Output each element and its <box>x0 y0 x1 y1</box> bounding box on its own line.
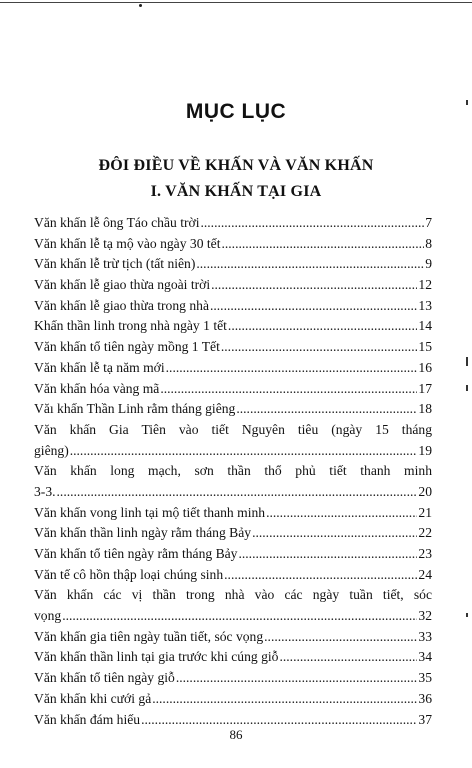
toc-entry-title: giêng) <box>34 442 69 458</box>
toc-entry <box>34 647 432 668</box>
margin-mark <box>466 357 468 366</box>
toc-entry-page: 12 <box>418 277 432 293</box>
page-number: 86 <box>229 727 243 742</box>
dot-leader <box>152 689 417 710</box>
dot-leader <box>266 503 417 524</box>
dot-leader <box>221 337 418 358</box>
toc-entry-title: Văn khấn hóa vàng mã <box>34 380 160 396</box>
toc-entry-page: 14 <box>418 318 432 334</box>
toc-entry-title: Văı khấn Thần Linh rằm tháng giêng <box>34 401 236 417</box>
toc-entry-page: 23 <box>418 546 432 561</box>
dot-leader <box>279 647 417 668</box>
toc-entry <box>34 565 432 586</box>
toc-entry-page: 20 <box>418 483 432 499</box>
toc-entry-row <box>34 379 432 400</box>
subsection-heading: I. VĂN KHẤN TẠI GIA <box>150 183 322 200</box>
dot-leader <box>62 606 417 627</box>
top-rule <box>0 2 472 3</box>
toc-entry-page: 34 <box>418 649 432 665</box>
toc-entry-page: 15 <box>418 339 432 355</box>
dot-leader <box>211 275 417 296</box>
toc-entry <box>34 503 432 524</box>
page-title: MỤC LỤC <box>185 100 287 123</box>
toc-entry-title: Văn khấn gia tiên ngày tuần tiết, sóc vọng <box>34 628 264 644</box>
toc-entry-page: 24 <box>418 566 432 582</box>
toc-entry-row <box>34 565 432 586</box>
toc-entry-row <box>34 503 432 524</box>
toc-entry-title: Văn khấn lễ tạ mộ vào ngày 30 tết <box>34 235 221 251</box>
toc-entry-title: 3-3. <box>34 483 56 499</box>
toc-entry <box>34 420 432 461</box>
toc-entry-row <box>34 337 432 358</box>
dot-leader <box>221 234 424 255</box>
dot-leader <box>238 544 417 565</box>
toc-entry <box>34 689 432 710</box>
toc-entry-page: 32 <box>418 608 432 624</box>
toc-entry-row <box>34 213 432 234</box>
dot-leader <box>264 627 417 648</box>
toc-entry-title-line1: Văn khấn các vị thần trong nhà vào các ngày tuần tiết, sóc <box>34 587 432 603</box>
dot-leader <box>252 523 417 544</box>
toc-entry-row <box>34 647 432 668</box>
toc-entry-row <box>34 482 432 503</box>
toc-entry-row <box>34 358 432 379</box>
toc-entry-row <box>34 316 432 337</box>
toc-entry <box>34 544 432 565</box>
toc-entry-row <box>34 296 432 317</box>
toc-entry-page: 18 <box>418 401 432 417</box>
toc-entry-page: 36 <box>418 690 432 706</box>
dot-leader <box>160 379 417 400</box>
toc-entry-title: Văn khấn vong linh tại mộ tiết thanh minh <box>34 504 266 520</box>
dot-leader <box>196 254 424 275</box>
toc-entry-title: Khấn thần linh trong nhà ngày 1 tết <box>34 318 227 334</box>
margin-mark <box>466 385 468 391</box>
margin-mark <box>466 613 468 617</box>
toc-entry-title: Văn khấn tổ tiên ngày rằm tháng Bảy <box>34 546 238 561</box>
dot-leader <box>210 296 417 317</box>
toc-entry-page: 17 <box>418 380 432 396</box>
toc-entry <box>34 585 432 626</box>
toc-entry-title: vọng <box>34 608 62 624</box>
dot-leader <box>57 482 418 503</box>
dot-leader <box>200 213 424 234</box>
toc-entry-title-line1: Văn khấn Gia Tiên vào tiết Nguyên tiêu (ngày 15 tháng <box>34 421 432 437</box>
section-heading: ĐÔI ĐIỀU VỀ KHẤN VÀ VĂN KHẤN <box>98 157 374 174</box>
toc-entry-row <box>34 668 432 689</box>
toc-entry-title: Văn khấn thần linh tại gia trước khi cúng giỗ <box>34 649 279 665</box>
toc-entry-title: Văn khấn lễ giao thừa ngoài trời <box>34 277 211 293</box>
toc-entry-title: Văn khấn tổ tiên ngày mồng 1 Tết <box>34 339 220 355</box>
dot-leader <box>70 441 418 462</box>
toc-entry-page: 7 <box>425 215 432 230</box>
table-of-contents <box>34 213 432 730</box>
toc-entry-title: Văn khấn lễ trừ tịch (tất niên) <box>34 256 196 272</box>
toc-entry-title: Văn khấn khi cưới gả <box>34 690 152 706</box>
toc-entry <box>34 627 432 648</box>
toc-entry <box>34 668 432 689</box>
toc-entry-row <box>34 275 432 296</box>
toc-entry-page: 19 <box>418 442 432 458</box>
toc-entry-page: 22 <box>418 525 432 541</box>
toc-entry-page: 37 <box>418 711 432 727</box>
toc-entry <box>34 275 432 296</box>
toc-entry-page: 8 <box>425 235 432 251</box>
toc-entry-row <box>34 606 432 627</box>
toc-entry <box>34 213 432 234</box>
toc-entry <box>34 358 432 379</box>
toc-entry-row <box>34 544 432 565</box>
toc-entry-row <box>34 441 432 462</box>
toc-entry <box>34 337 432 358</box>
toc-entry <box>34 523 432 544</box>
dot-leader <box>224 565 417 586</box>
toc-entry-row <box>34 234 432 255</box>
toc-entry-row <box>34 254 432 275</box>
toc-entry <box>34 234 432 255</box>
dot-leader <box>236 399 417 420</box>
toc-entry-page: 35 <box>418 670 432 686</box>
toc-entry <box>34 316 432 337</box>
toc-entry-page: 21 <box>418 504 432 520</box>
dot-leader <box>166 358 418 379</box>
toc-entry-page: 16 <box>418 359 432 375</box>
toc-entry-title: Văn khấn đám hiếu <box>34 711 141 727</box>
toc-entry <box>34 296 432 317</box>
toc-entry-title: Văn khấn lễ giao thừa trong nhà <box>34 297 209 313</box>
toc-entry <box>34 461 432 502</box>
toc-entry-title-line1: Văn khấn long mạch, sơn thần thổ phủ tiết thanh minh <box>34 463 432 479</box>
toc-entry-row <box>34 399 432 420</box>
dot-leader <box>176 668 418 689</box>
toc-entry <box>34 399 432 420</box>
toc-entry-row <box>34 627 432 648</box>
toc-entry-row <box>34 523 432 544</box>
toc-entry-row <box>34 689 432 710</box>
toc-entry-title: Văn khấn tổ tiên ngày giỗ <box>34 670 175 686</box>
toc-entry-page: 33 <box>418 628 432 644</box>
toc-entry-title: Văn khấn thần linh ngày rằm tháng Bảy <box>34 525 252 541</box>
toc-entry <box>34 379 432 400</box>
ink-speck <box>139 4 142 7</box>
toc-entry-title: Văn khấn lễ ông Táo chầu trời <box>34 215 200 230</box>
toc-entry <box>34 254 432 275</box>
toc-entry-page: 9 <box>425 256 432 272</box>
toc-entry-title: Văn khấn lễ tạ năm mới <box>34 359 165 375</box>
dot-leader <box>228 316 417 337</box>
toc-entry-title: Văn tế cô hồn thập loại chúng sinh <box>34 566 224 582</box>
toc-entry-page: 13 <box>418 297 432 313</box>
